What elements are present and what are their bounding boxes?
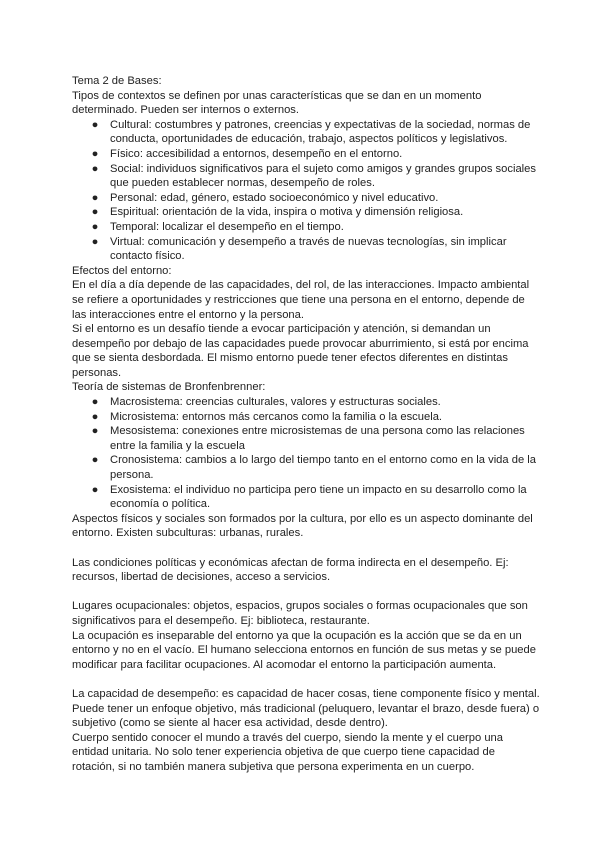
places-paragraph-2: La ocupación es inseparable del entorno ya que la ocupación es la acción que se da en un entorno y no en el vacío. El humano selecciona entornos en función de sus metas y se puede modificar para facilitar ocupaciones. Al acomodar el entorno la participación aumenta. (72, 629, 536, 671)
bullet-icon: ● (91, 483, 99, 496)
list-item-text: Virtual: comunicación y desempeño a través de nuevas tecnologías, sin implicar contacto físico. (110, 235, 507, 263)
list-item (72, 395, 540, 410)
list-item (72, 453, 540, 482)
bullet-icon: ● (91, 206, 99, 219)
bullet-icon: ● (91, 147, 99, 160)
list-item-text: Microsistema: entornos más cercanos como la familia o la escuela. (110, 410, 443, 423)
list-item-text: Espiritual: orientación de la vida, inspira o motiva y dimensión religiosa. (110, 206, 464, 219)
list-item (72, 147, 540, 162)
bullet-icon: ● (91, 118, 99, 131)
list-item (72, 118, 540, 147)
list-item (72, 220, 540, 235)
bullet-icon: ● (91, 396, 99, 409)
effects-heading: Efectos del entorno: (72, 264, 172, 277)
places-paragraph-1: Lugares ocupacionales: objetos, espacios, grupos sociales o formas ocupacionales que son significativos para el desempeño. Ej: biblioteca, restaurante. (72, 600, 528, 627)
list-item-text: Mesosistema: conexiones entre microsistemas de una persona como las relaciones entre la familia y la escuela (110, 425, 525, 452)
list-item (72, 424, 540, 453)
list-item-text: Social: individuos significativos para el sujeto como amigos y grandes grupos sociales que pueden establecer normas, desempeño de roles. (110, 162, 536, 190)
effects-paragraph-2: Si el entorno es un desafío tiende a evocar participación y atención, si demandan un desempeño por debajo de las capacidades puede provocar aburrimiento, si está por encima que se sienta desbordada. El mismo entorno puede tener efectos diferentes en distintas personas. (72, 323, 529, 379)
systems-list (72, 395, 540, 512)
bullet-icon: ● (91, 235, 99, 248)
political-paragraph: Las condiciones políticas y económicas afectan de forma indirecta en el desempeño. Ej: recursos, libertad de decisiones, acceso a servicios. (72, 556, 509, 584)
list-item-text: Temporal: localizar el desempeño en el tiempo. (110, 220, 344, 233)
bullet-icon: ● (91, 425, 99, 438)
bullet-icon: ● (91, 454, 99, 467)
capacity-paragraph-2: Cuerpo sentido conocer el mundo a través del cuerpo, siendo la mente y el cuerpo una entidad unitaria. No solo tener experiencia objetiva de que cuerpo tiene capacidad de rotación, si no también manera subjetiva que persona experimenta en un cuerpo. (72, 731, 503, 773)
bullet-icon: ● (91, 191, 99, 204)
bullet-icon: ● (91, 410, 99, 423)
capacity-paragraph-1: La capacidad de desempeño: es capacidad de hacer cosas, tiene componente físico y mental. Puede tener un enfoque objetivo, más tradicional (peluquero, levantar el brazo, desde fuera) o subjetivo (como se siente al hacer esa actividad, desde dentro). (72, 687, 540, 730)
intro-paragraph: Tipos de contextos se definen por unas características que se dan en un momento determinado. Pueden ser internos o externos. (72, 89, 482, 117)
bullet-icon: ● (91, 220, 99, 233)
list-item (72, 162, 540, 191)
list-item-text: Físico: accesibilidad a entornos, desempeño en el entorno. (110, 147, 403, 160)
list-item (72, 235, 540, 264)
aspects-paragraph: Aspectos físicos y sociales son formados por la cultura, por ello es un aspecto dominante del entorno. Existen subculturas: urbanas, rurales. (72, 512, 533, 540)
paragraph-spacer (72, 585, 540, 600)
paragraph-spacer (72, 541, 540, 556)
list-item-text: Personal: edad, género, estado socioeconómico y nivel educativo. (110, 191, 439, 204)
effects-paragraph-1: En el día a día depende de las capacidades, del rol, de las interacciones. Impacto ambiental se refiere a oportunidades y restricciones que tiene una persona en el entorno, depende de las interacciones entre el entorno y la persona. (72, 279, 530, 321)
list-item-text: Cronosistema: cambios a lo largo del tiempo tanto en el entorno como en la vida de la persona. (110, 454, 536, 482)
list-item-text: Cultural: costumbres y patrones, creencias y expectativas de la sociedad, normas de conducta, oportunidades de educación, trabajo, aspectos políticos y legislativos. (110, 118, 531, 146)
context-types-list (72, 118, 540, 264)
list-item (72, 205, 540, 220)
document-title: Tema 2 de Bases: (72, 75, 162, 87)
list-item (72, 483, 540, 512)
bronfenbrenner-heading: Teoría de sistemas de Bronfenbrenner: (72, 381, 266, 394)
list-item (72, 191, 540, 206)
bullet-icon: ● (91, 162, 99, 175)
document-page (72, 74, 540, 775)
list-item-text: Macrosistema: creencias culturales, valores y estructuras sociales. (110, 396, 441, 409)
paragraph-spacer (72, 672, 540, 687)
list-item-text: Exosistema: el individuo no participa pero tiene un impacto en su desarrollo como la economía o política. (110, 483, 527, 511)
list-item (72, 410, 540, 425)
